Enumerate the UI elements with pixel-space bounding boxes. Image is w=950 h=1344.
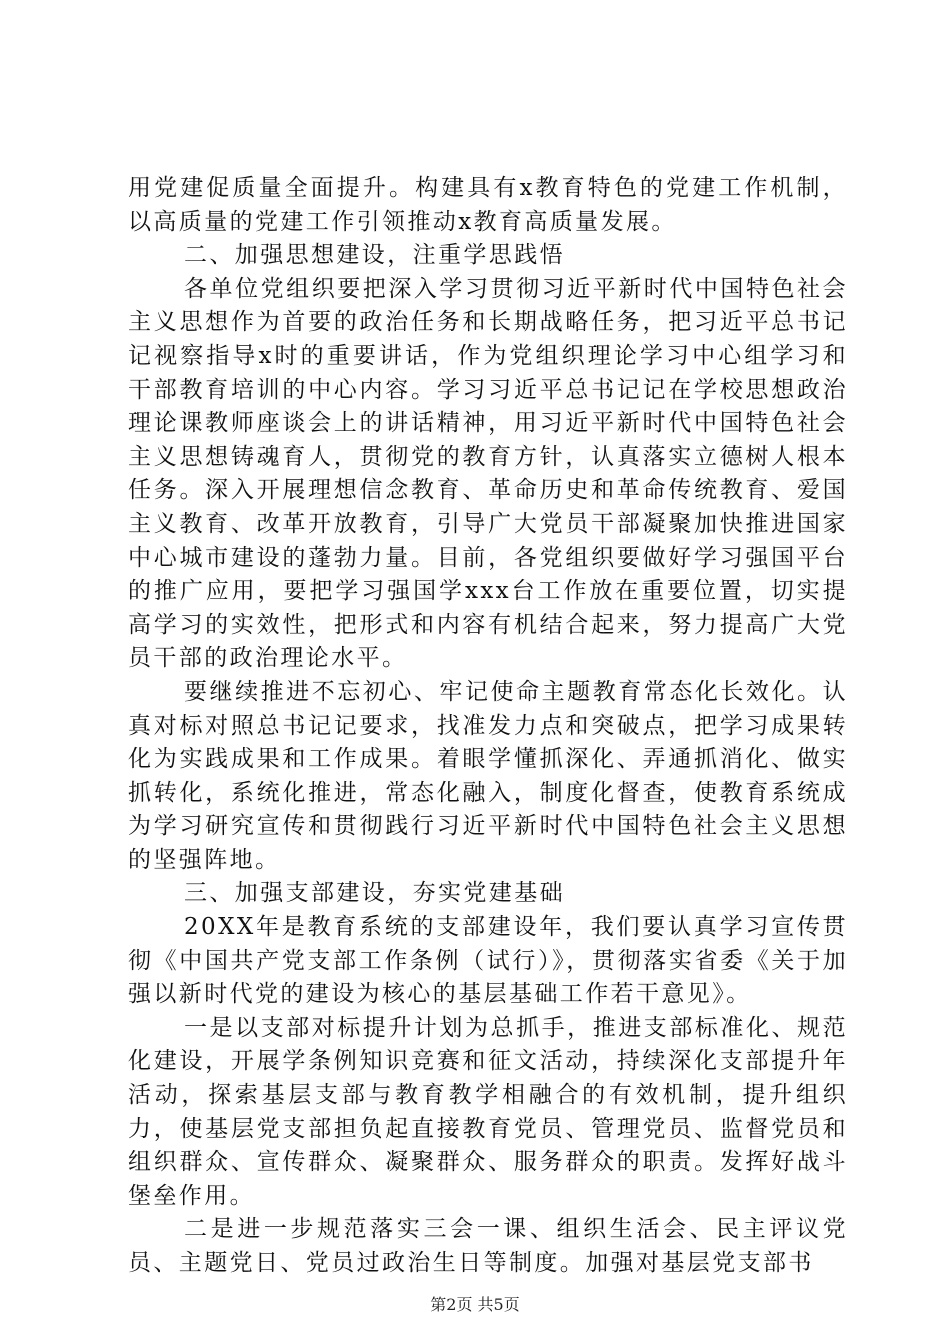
section-heading-2: 二、加强思想建设，注重学思践悟 xyxy=(184,242,565,269)
section-heading-3: 三、加强支部建设，夯实党建基础 xyxy=(184,880,565,907)
page-number-footer: 第2页 共5页 xyxy=(430,1295,520,1314)
paragraph-section3-c: 二是进一步规范落实三会一课、组织生活会、民主评议党员、主题党日、党员过政治生日等制度。加强对基层党支部书 xyxy=(128,1216,848,1276)
paragraph-section3-b: 一是以支部对标提升计划为总抓手，推进支部标准化、规范化建设，开展学条例知识竞赛和征文活动，持续深化支部提升年活动，探索基层支部与教育教学相融合的有效机制，提升组织力，使基层党支部担负起直接教育党员、管理党员、监督党员和组织群众、宣传群众、凝聚群众、服务群众的职责。发挥好战斗堡垒作用。 xyxy=(128,1014,848,1209)
paragraph-section2-b: 要继续推进不忘初心、牢记使命主题教育常态化长效化。认真对标对照总书记记要求，找准发力点和突破点，把学习成果转化为实践成果和工作成果。着眼学懂抓深化、弄通抓消化、做实抓转化，系统化推进，常态化融入，制度化督查，使教育系统成为学习研究宣传和贯彻践行习近平新时代中国特色社会主义思想的坚强阵地。 xyxy=(128,678,848,873)
paragraph-section3-a: 20XX年是教育系统的支部建设年，我们要认真学习宣传贯彻《中国共产党支部工作条例（试行）》，贯彻落实省委《关于加强以新时代党的建设为核心的基层基础工作若干意见》。 xyxy=(128,914,848,1008)
paragraph-section2-a: 各单位党组织要把深入学习贯彻习近平新时代中国特色社会主义思想作为首要的政治任务和长期战略任务，把习近平总书记记视察指导x时的重要讲话，作为党组织理论学习中心组学习和干部教育培训的中心内容。学习习近平总书记记在学校思想政治理论课教师座谈会上的讲话精神，用习近平新时代中国特色社会主义思想铸魂育人，贯彻党的教育方针，认真落实立德树人根本任务。深入开展理想信念教育、革命历史和革命传统教育、爱国主义教育、改革开放教育，引导广大党员干部凝聚加快推进国家中心城市建设的蓬勃力量。目前，各党组织要做好学习强国平台的推广应用，要把学习强国学xxx台工作放在重要位置，切实提高学习的实效性，把形式和内容有机结合起来，努力提高广大党员干部的政治理论水平。 xyxy=(128,275,848,672)
document-body xyxy=(128,172,848,1281)
paragraph-intro: 用党建促质量全面提升。构建具有x教育特色的党建工作机制，以高质量的党建工作引领推动x教育高质量发展。 xyxy=(128,175,848,235)
